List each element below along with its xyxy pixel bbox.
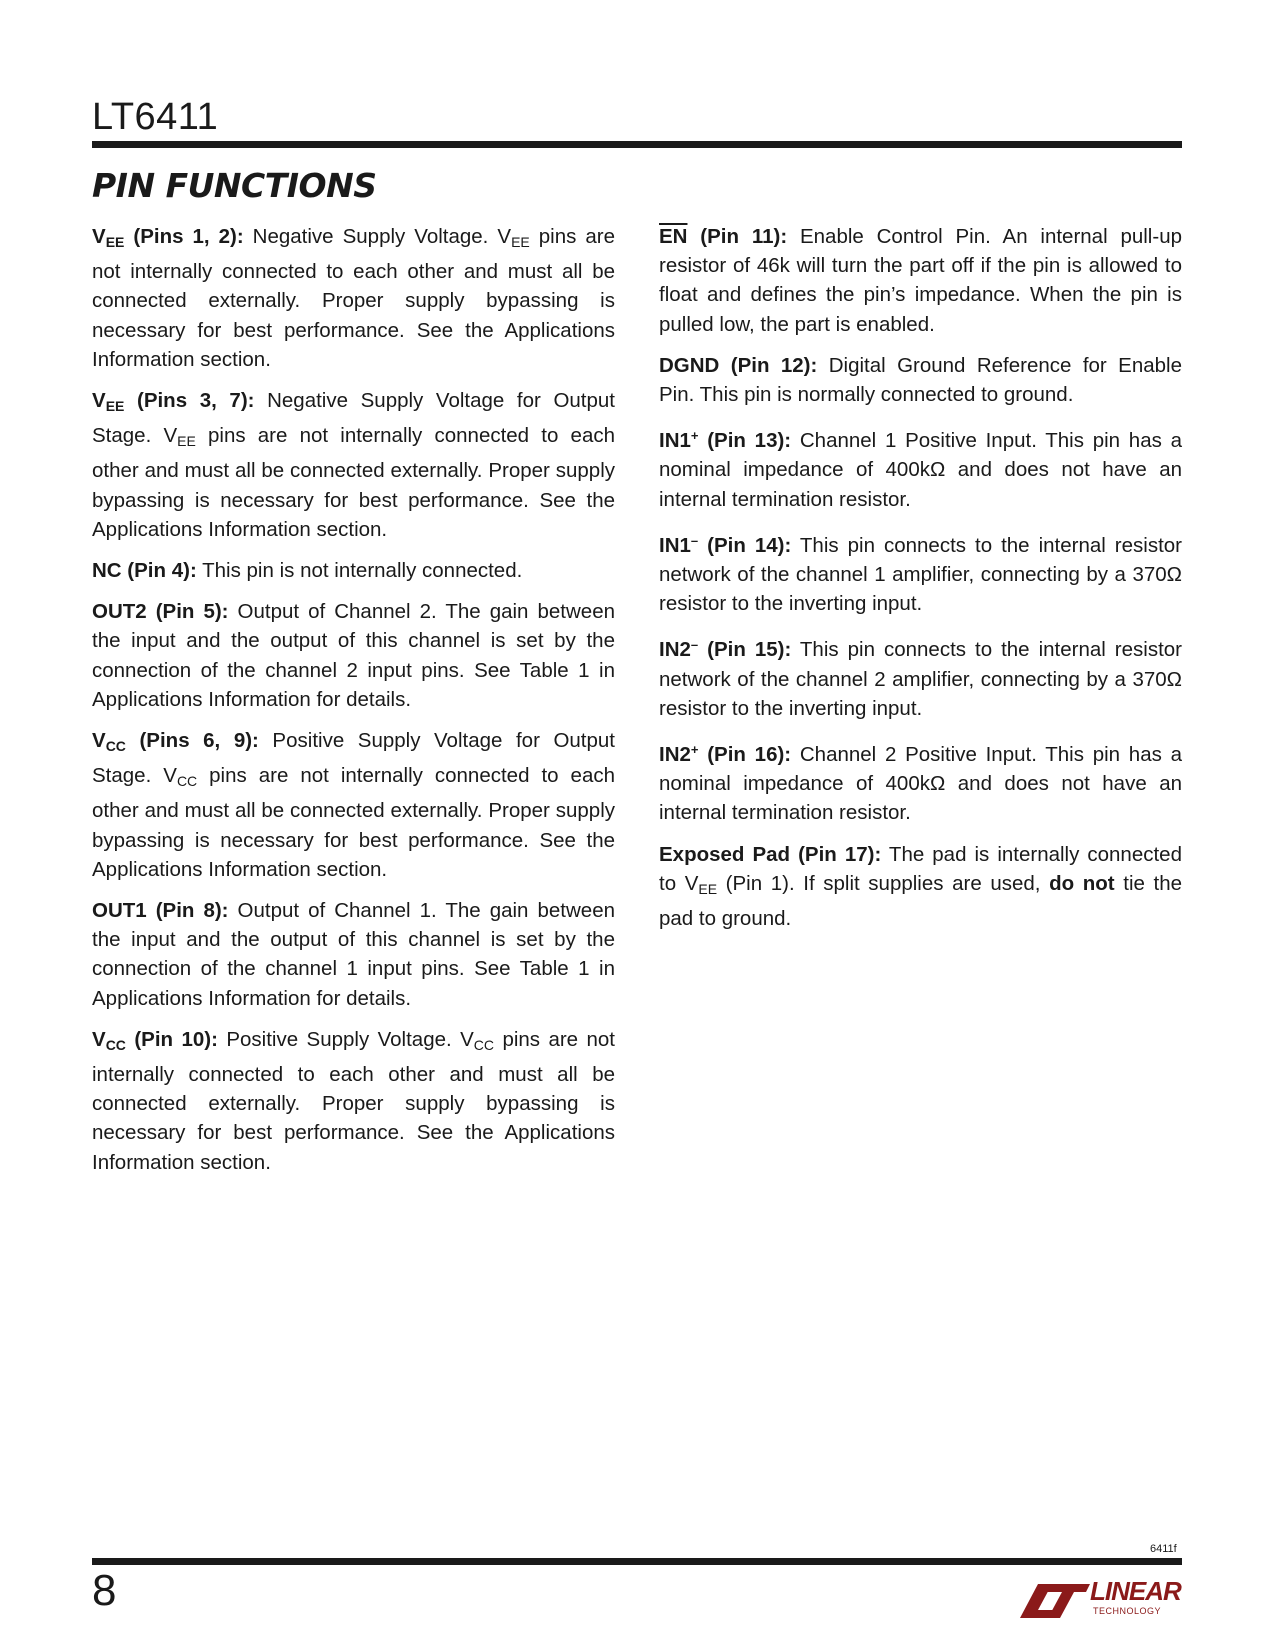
term-rest: (Pins 1, 2): [124,225,244,248]
pin-text: pins are not internally connected to each other and must all be connected externally. Proper supply bypassing is necessary for best performance. See the Applications Information section. [92,1027,615,1174]
pin-term [659,743,791,766]
term-subscript: CC [105,1036,126,1053]
pin-term: OUT1 (Pin 8): [92,899,229,923]
text-subscript: CC [473,1036,495,1053]
term-main: V [92,729,106,753]
header-rule [92,141,1182,148]
pin-text: This pin connects to the internal resistor network of the channel 2 amplifier, connecting by a 370Ω resistor to the inverting input. [659,638,1182,720]
pin-text: Channel 1 Positive Input. This pin has a nominal impedance of 400kΩ and does not have an internal termination resistor. [659,429,1182,511]
pin-text: Enable Control Pin. An internal pull-up resistor of 46k will turn the part off if the pin is allowed to float and defines the pin’s impedance. When the pin is pulled low, the part is enabled. [659,225,1182,336]
footer-rule [92,1558,1182,1565]
term-rest: (Pin 15): [698,638,792,662]
text-subscript: EE [511,234,530,250]
pin-text: Digital Ground Reference for Enable Pin. This pin is normally connected to ground. [659,353,1182,407]
pin-term: DGND (Pin 12): [659,353,818,377]
pin-text: Positive Supply Voltage for Output Stage. V [92,729,615,788]
term-rest: (Pin 10): [125,1027,218,1051]
pin-term [659,429,791,452]
emphasis: do not [1049,871,1115,895]
term-rest: (Pin 13): [698,429,792,453]
pin-text: Channel 2 Positive Input. This pin has a nominal impedance of 400kΩ and does not have an internal termination resistor. [659,743,1182,825]
term-subscript: EE [105,234,125,250]
pin-entry-en [659,222,1182,339]
pin-text: Output of Channel 2. The gain between the input and the output of this channel is set by the connection of the channel 2 input pins. See Table 1 in Applications Information for details. [92,600,615,711]
term-subscript: EE [105,398,125,415]
term-main: V [92,389,106,413]
pin-term [659,534,791,557]
pin-text: Negative Supply Voltage. V [243,225,512,248]
term-overline: $\overline{EN}$ [659,225,688,248]
pin-term [92,729,259,755]
pin-term [659,225,787,248]
pin-text: pins are not internally connected to each other and must all be connected externally. Proper supply bypassing is necessary for best performance. See the Applications Information section. [92,764,616,881]
text-subscript: EE [177,433,196,450]
pin-entry-out1 [92,896,615,1013]
term-main: IN1 [659,429,691,453]
pin-text: Output of Channel 1. The gain between the input and the output of this channel is set by the connection of the channel 1 input pins. See Table 1 in Applications Information for details. [92,899,615,1010]
pin-entry-in2-plus [659,735,1182,828]
pin-entry-nc [92,556,615,585]
term-main: IN1 [659,533,691,557]
right-column [659,222,1182,945]
document-code: 6411f [1150,1543,1177,1555]
pin-text: The pad is internally connected to V [659,842,1182,895]
logo-wordmark: LINEAR [1090,1576,1181,1606]
pin-term: NC (Pin 4): [92,559,197,583]
text-subscript: EE [698,880,718,897]
term-superscript: + [690,428,699,444]
pin-term: OUT2 (Pin 5): [92,600,229,624]
term-main: V [92,225,106,248]
pin-entry-out2 [92,597,615,714]
pin-term [92,225,244,248]
pin-term [92,389,255,415]
pin-text: (Pin 1). If split supplies are used, [717,871,1050,895]
pin-entry-in1-plus [659,421,1182,514]
page-number: 8 [92,1566,117,1615]
pin-term [92,1028,218,1051]
pin-term [659,638,791,661]
text-subscript: CC [176,773,198,790]
pin-text: This pin is not internally connected. [196,559,523,583]
pin-entry-vcc-10 [92,1025,615,1177]
term-superscript: – [690,532,699,548]
term-rest: (Pin 11): [687,225,788,248]
logo-subtitle: TECHNOLOGY [1093,1606,1162,1616]
term-main: V [92,1027,106,1051]
term-rest: (Pin 16): [698,743,792,767]
pin-text: pins are not internally connected to each other and must all be connected externally. Proper supply bypassing is necessary for best performance. See the Applications Information section. [92,225,615,371]
pin-entry-in1-minus [659,526,1182,619]
term-main: IN2 [659,743,691,767]
term-subscript: CC [105,738,126,755]
term-rest: (Pins 6, 9): [125,729,259,753]
left-column [92,222,615,1189]
pin-entry-dgnd [659,351,1182,409]
pin-text: tie the pad to ground. [659,871,1182,931]
pin-text: pins are not internally connected to each other and must all be connected externally. Proper supply bypassing is necessary for best performance. See the Applications Information section. [92,424,615,541]
pin-entry-exposed-pad [659,840,1182,934]
pin-text: This pin connects to the internal resistor network of the channel 1 amplifier, connecting by a 370Ω resistor to the inverting input. [659,533,1182,616]
part-number: LT6411 [92,96,219,138]
pin-entry-vee-3-7 [92,386,615,544]
pin-entry-vcc-6-9 [92,726,615,884]
pin-entry-in2-minus [659,630,1182,723]
term-main: IN2 [659,638,691,662]
term-superscript: – [690,637,699,653]
section-title: PIN FUNCTIONS [92,166,377,205]
term-superscript: + [690,742,699,758]
pin-term: Exposed Pad (Pin 17): [659,842,882,866]
term-rest: (Pin 14): [698,533,792,557]
term-rest: (Pins 3, 7): [124,389,255,413]
pin-text: Negative Supply Voltage for Output Stage. V [92,389,615,448]
pin-text: Positive Supply Voltage. V [217,1027,474,1051]
pin-entry-vee-1-2 [92,222,615,374]
